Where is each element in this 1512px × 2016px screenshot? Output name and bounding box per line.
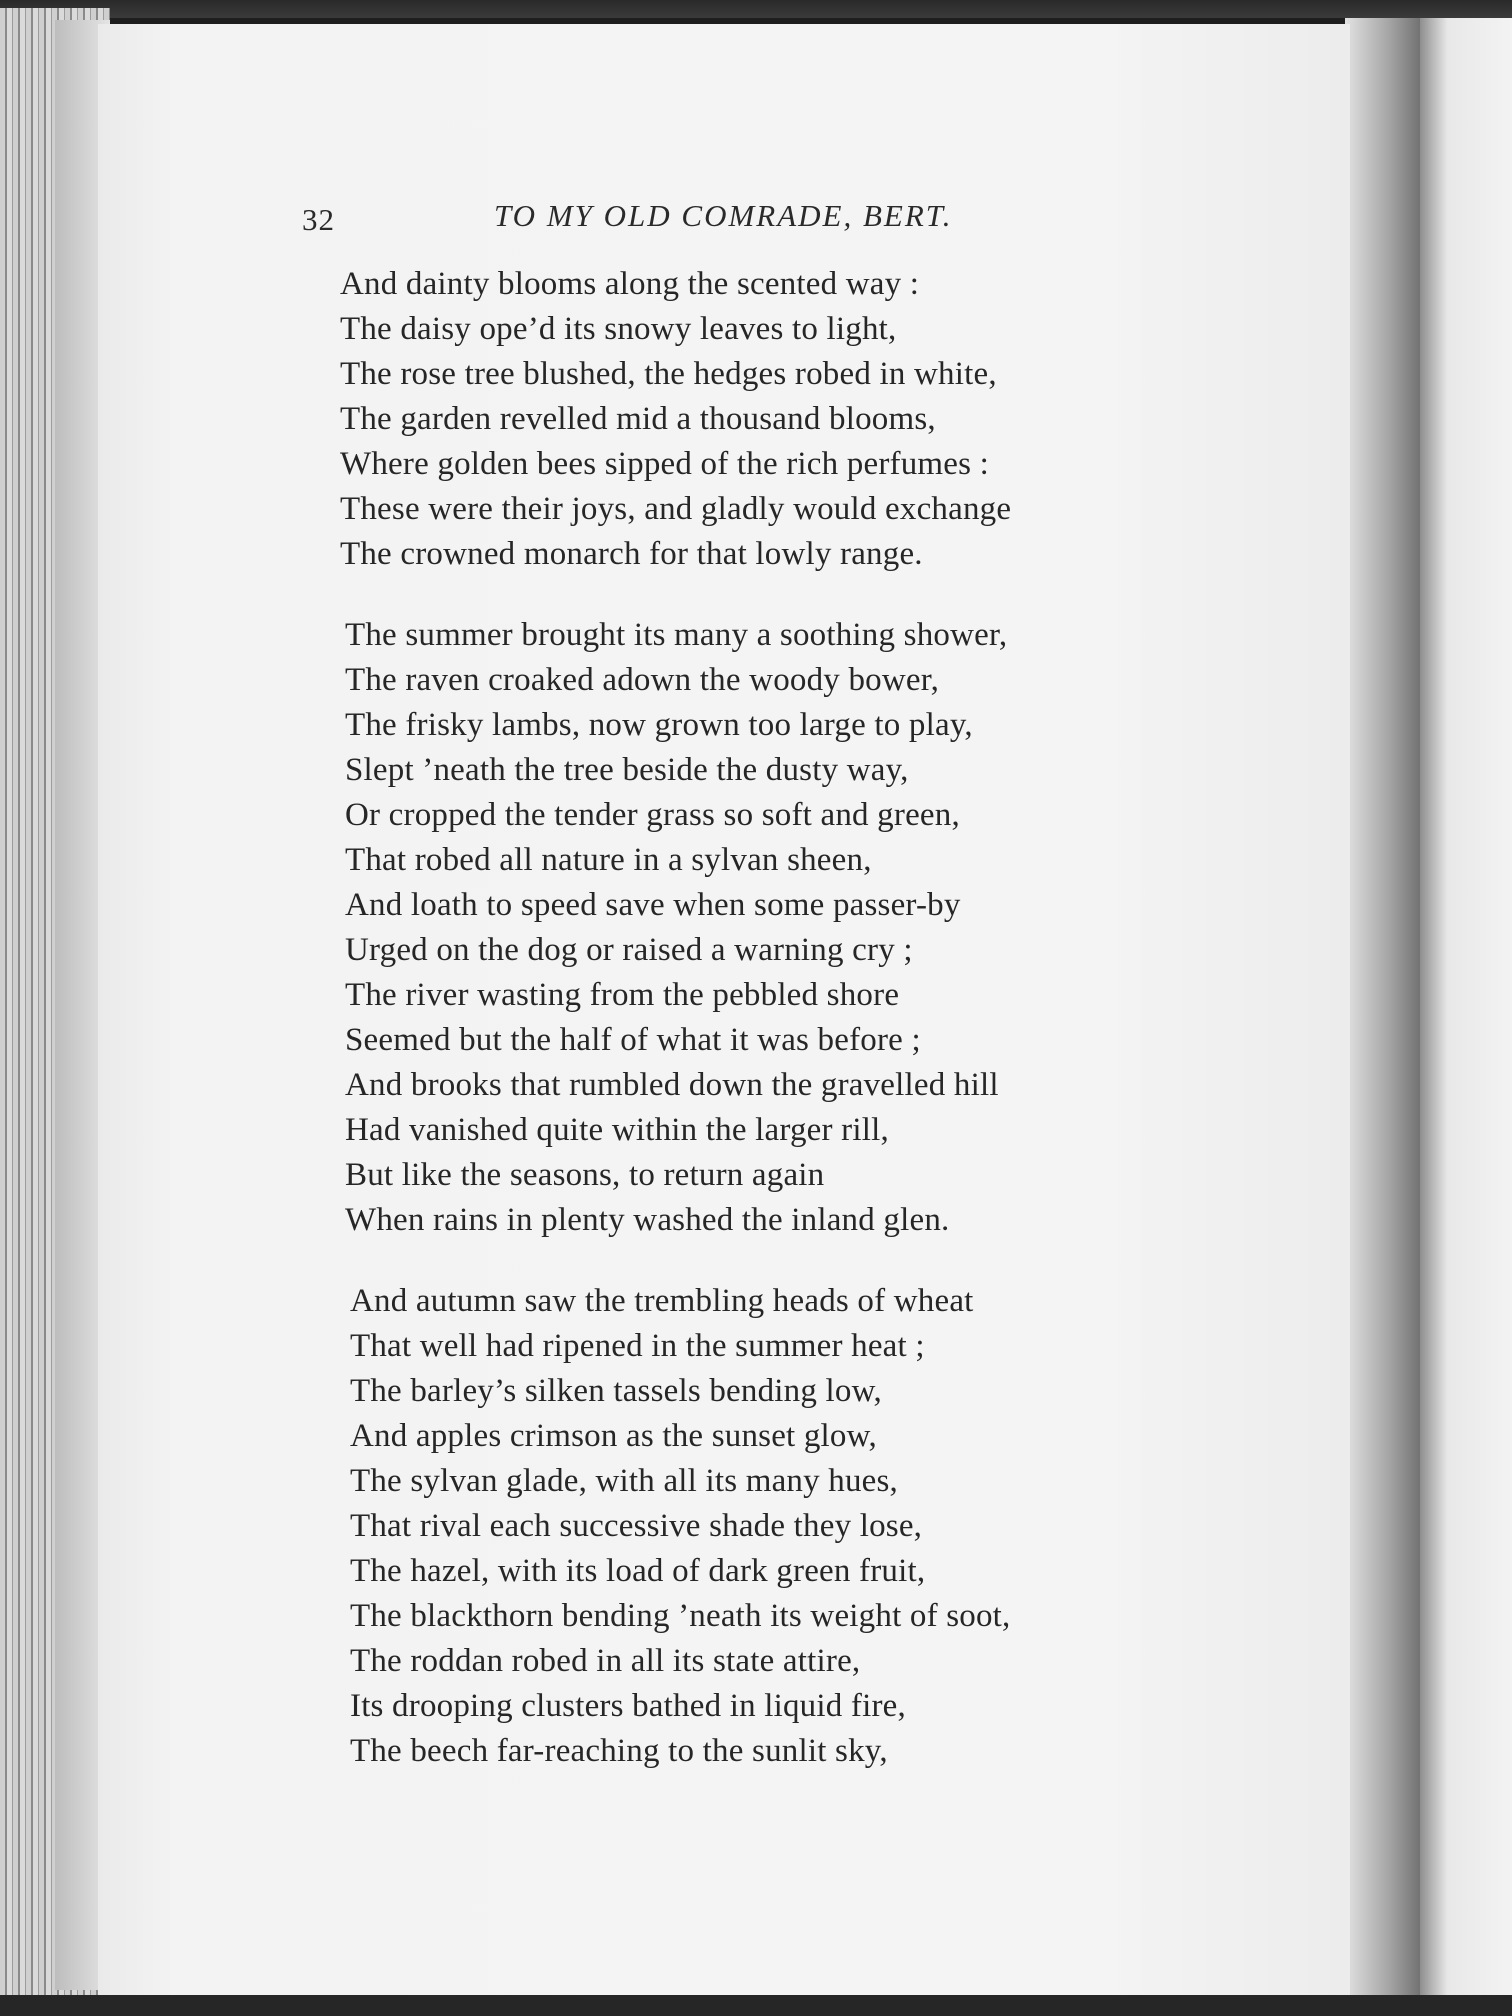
poem-line: The roddan robed in all its state attire, xyxy=(350,1643,861,1679)
poem-line: The sylvan glade, with all its many hues, xyxy=(350,1463,899,1499)
poem-body xyxy=(340,262,1240,1810)
poem-line: That well had ripened in the summer heat ; xyxy=(350,1328,925,1364)
facing-page-edge xyxy=(1420,18,1512,2016)
scan-bottom-edge xyxy=(0,1995,1512,2016)
page-number: 32 xyxy=(302,202,335,237)
poem-line: The beech far-reaching to the sunlit sky, xyxy=(350,1733,888,1769)
poem-line: The crowned monarch for that lowly range. xyxy=(340,536,923,572)
book-gutter-shadow xyxy=(1345,18,1425,2016)
running-title: TO MY OLD COMRADE, BERT. xyxy=(494,198,953,233)
poem-line: The rose tree blushed, the hedges robed in white, xyxy=(340,356,997,392)
stanza xyxy=(340,262,1240,577)
poem-line: Had vanished quite within the larger rill, xyxy=(345,1112,889,1148)
poem-line: Slept ’neath the tree beside the dusty way, xyxy=(345,752,909,788)
poem-line: The daisy ope’d its snowy leaves to light, xyxy=(340,311,897,347)
stanza xyxy=(340,613,1240,1243)
poem-line: The raven croaked adown the woody bower, xyxy=(345,662,940,698)
scan-top-edge xyxy=(0,0,1512,18)
poem-line: The river wasting from the pebbled shore xyxy=(345,977,900,1013)
poem-line: And loath to speed save when some passer-by xyxy=(345,887,961,923)
poem-line: But like the seasons, to return again xyxy=(345,1157,825,1193)
poem-line: The frisky lambs, now grown too large to play, xyxy=(345,707,973,743)
poem-line: The blackthorn bending ’neath its weight of soot, xyxy=(350,1598,1011,1634)
poem-line: The summer brought its many a soothing shower, xyxy=(345,617,1008,653)
poem-line: The hazel, with its load of dark green fruit, xyxy=(350,1553,926,1589)
page-header xyxy=(302,198,1042,242)
poem-line: Where golden bees sipped of the rich perfumes : xyxy=(340,446,990,482)
poem-line: Seemed but the half of what it was before ; xyxy=(345,1022,921,1058)
poem-line: And dainty blooms along the scented way : xyxy=(340,266,920,302)
poem-line: Urged on the dog or raised a warning cry ; xyxy=(345,932,913,968)
poem-line: That rival each successive shade they lose, xyxy=(350,1508,923,1544)
poem-line: Or cropped the tender grass so soft and green, xyxy=(345,797,960,833)
poem-line: The garden revelled mid a thousand blooms, xyxy=(340,401,936,437)
poem-line: When rains in plenty washed the inland glen. xyxy=(345,1202,950,1238)
poem-line: And autumn saw the trembling heads of wheat xyxy=(350,1283,974,1319)
poem-line: The barley’s silken tassels bending low, xyxy=(350,1373,882,1409)
poem-line: And brooks that rumbled down the gravelled hill xyxy=(345,1067,999,1103)
stanza xyxy=(340,1279,1240,1774)
poem-line: Its drooping clusters bathed in liquid fire, xyxy=(350,1688,906,1724)
poem-line: And apples crimson as the sunset glow, xyxy=(350,1418,877,1454)
poem-line: That robed all nature in a sylvan sheen, xyxy=(345,842,872,878)
poem-line: These were their joys, and gladly would exchange xyxy=(340,491,1012,527)
